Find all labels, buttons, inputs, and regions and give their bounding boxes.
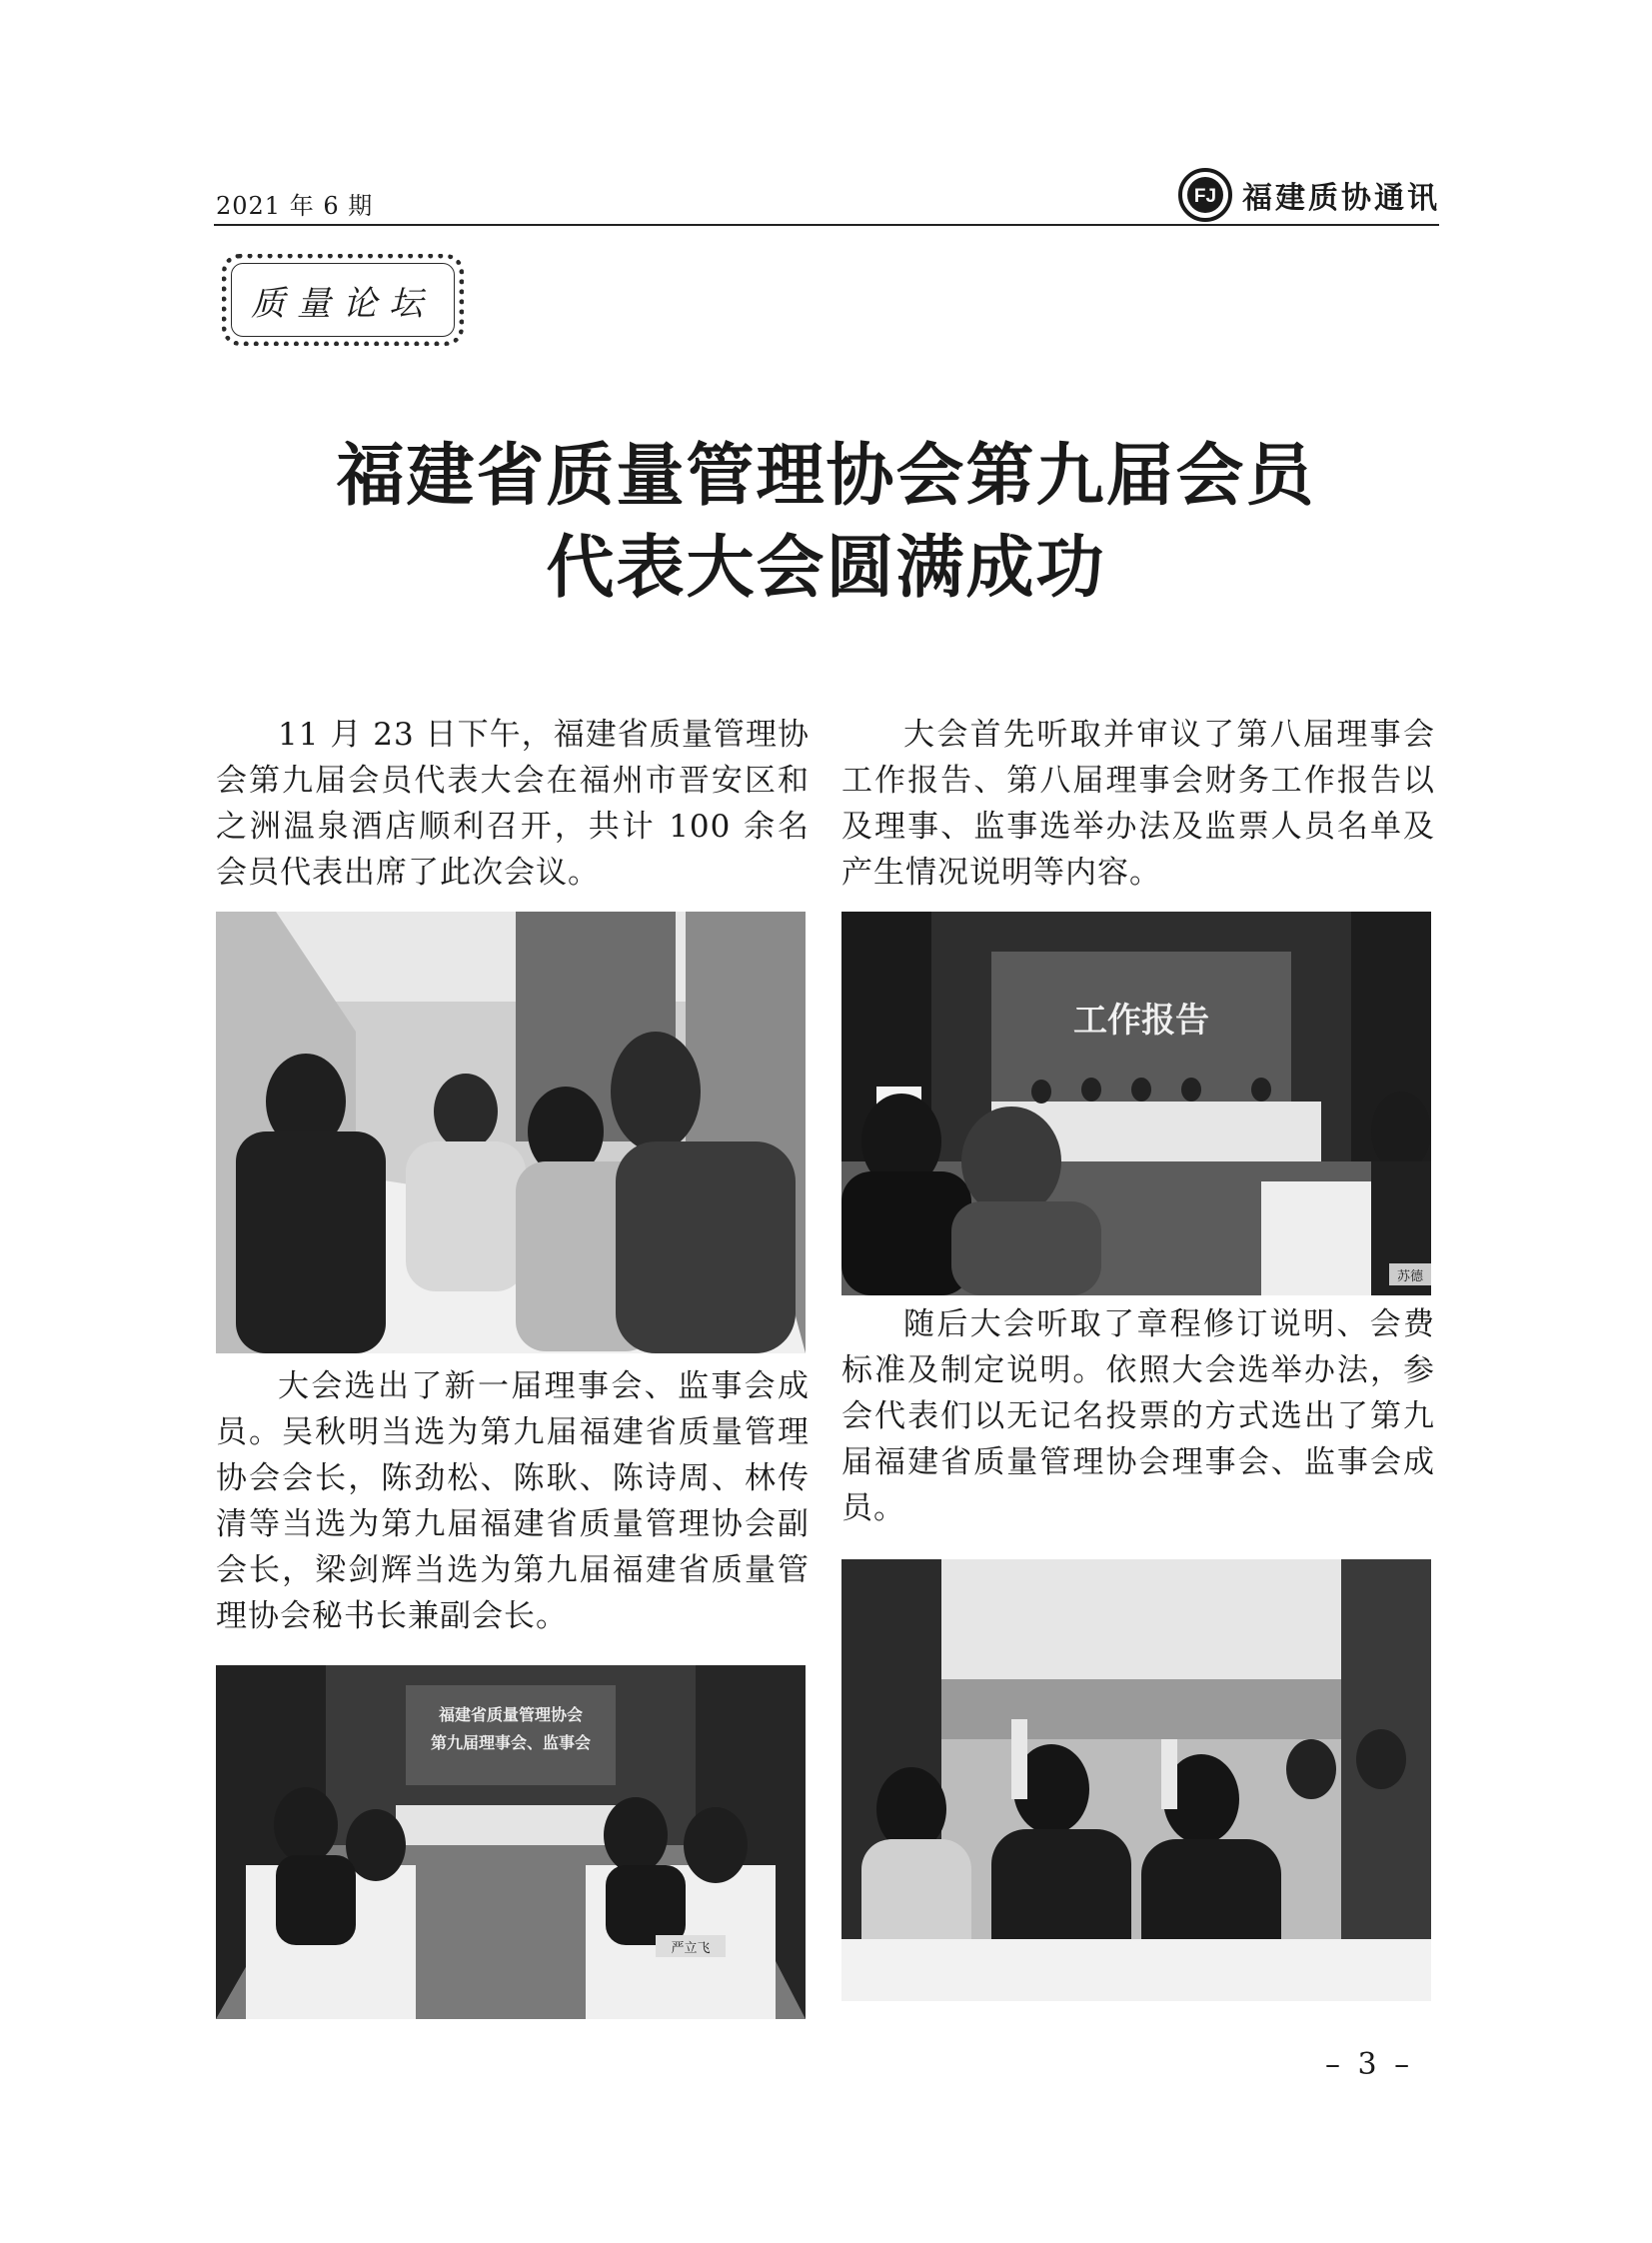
registration-photo bbox=[216, 912, 806, 1353]
report-photo bbox=[841, 912, 1431, 1295]
report-nameplate: 苏德 bbox=[1396, 1269, 1424, 1284]
council-screen-line-1: 福建省质量管理协会 bbox=[438, 1705, 584, 1724]
council-screen-line-2: 第九届理事会、监事会 bbox=[430, 1733, 592, 1752]
article-title bbox=[230, 430, 1422, 614]
header-rule bbox=[214, 224, 1439, 226]
paragraph-4: 随后大会听取了章程修订说明、会费标准及制定说明。依照大会选举办法，参会代表们以无记名投票的方式选出了第九届福建省质量管理协会理事会、监事会成员。 bbox=[841, 1306, 1435, 1526]
title-line-1: 福建省质量管理协会第九届会员 bbox=[336, 436, 1316, 516]
council-meeting-photo bbox=[216, 1665, 806, 2019]
fj-quality-association-logo-icon bbox=[1178, 168, 1232, 222]
publication-name: 福建质协通讯 bbox=[1242, 181, 1440, 216]
title-line-2: 代表大会圆满成功 bbox=[546, 528, 1106, 608]
page-number: – 3 – bbox=[1325, 2047, 1414, 2082]
masthead bbox=[1178, 168, 1440, 222]
voting-photo bbox=[841, 1559, 1431, 2001]
issue-label: 2021 年 6 期 bbox=[216, 192, 374, 220]
paragraph-2: 大会选出了新一届理事会、监事会成员。吴秋明当选为第九届福建省质量管理协会会长，陈劲松、陈耿、陈诗周、林传清等当选为第九届福建省质量管理协会副会长，梁剑辉当选为第九届福建省质量管理协会秘书长兼副会长。 bbox=[216, 1368, 810, 1634]
report-screen-text: 工作报告 bbox=[1073, 1001, 1209, 1041]
column-label: 质量论坛 bbox=[251, 283, 435, 324]
paragraph-3: 大会首先听取并审议了第八届理事会工作报告、第八届理事会财务工作报告以及理事、监事选举办法及监票人员名单及产生情况说明等内容。 bbox=[841, 717, 1435, 891]
paragraph-1: 11 月 23 日下午，福建省质量管理协会第九届会员代表大会在福州市晋安区和之洲温泉酒店顺利召开，共计 100 余名会员代表出席了此次会议。 bbox=[216, 717, 810, 891]
column-tag bbox=[222, 254, 464, 346]
logo-text: FJ bbox=[1193, 186, 1217, 207]
council-nameplate: 严立飞 bbox=[671, 1941, 711, 1956]
